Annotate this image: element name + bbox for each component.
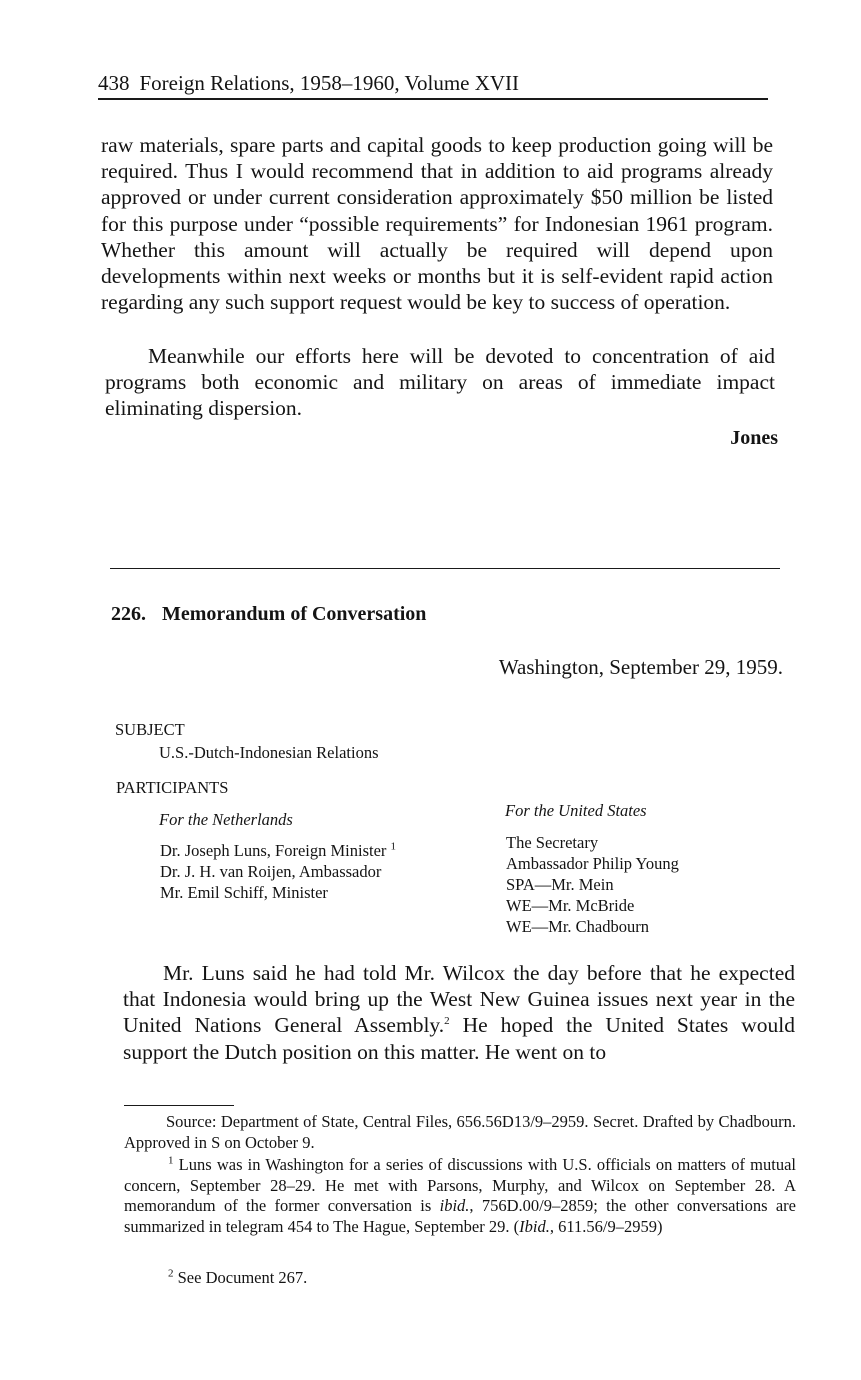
participant-schiff: Mr. Emil Schiff, Minister: [160, 883, 328, 902]
footnote-divider: [124, 1105, 234, 1106]
signature: Jones: [730, 427, 778, 449]
document-number: 226.: [111, 603, 146, 625]
subject-text: U.S.-Dutch-Indonesian Relations: [159, 743, 379, 762]
netherlands-label: For the Netherlands: [159, 810, 293, 829]
footnote-ref-2[interactable]: 2: [444, 1015, 450, 1028]
dateline: Washington, September 29, 1959.: [498, 655, 783, 679]
section-divider: [110, 568, 780, 569]
participant-chadbourn: WE—Mr. Chadbourn: [506, 917, 649, 936]
participant-luns: Dr. Joseph Luns, Foreign Minister $^1$: [160, 840, 397, 860]
continuation-paragraph-1: raw materials, spare parts and capital goods to keep production going will be required. Thus I would recommend that in addition to aid programs already approved or under current consideration approximately $50 million be listed for this purpose under “possible requirements” for Indonesian 1961 program. Whether this amount will actually be required will depend upon developments within next weeks or months but it is self-evident rapid action regarding any such support request would be key to success of operation.: [101, 133, 773, 315]
running-title: Foreign Relations, 1958–1960, Volume XVII: [139, 71, 520, 95]
participant-van-roijen: Dr. J. H. van Roijen, Ambassador: [160, 862, 382, 881]
footnote-1: $^1$ Luns was in Washington for a series of discussions with U.S. officials on matters of mutual concern, September 28–29. He met with Parsons, Murphy, and Wilcox on September 28. A memorandum of the former conversation is ibid., 756D.00/9–2859; the other conversations are summarized in telegram 454 to The Hague, September 29. (Ibid., 611.56/9–2959): [124, 1154, 796, 1236]
memo-body-paragraph: Mr. Luns said he had told Mr. Wilcox the day before that he expected that Indonesia would bring up the West New Guinea issues next year in the United Nations General Assembly.$^2$ He hoped the United States would support the Dutch position on this matter. He went on to: [123, 961, 795, 1064]
subject-label: SUBJECT: [115, 720, 185, 739]
document-title: Memorandum of Conversation: [162, 603, 427, 625]
footnote-2: $^2$ See Document 267.: [168, 1267, 308, 1287]
participant-mcbride: WE—Mr. McBride: [506, 896, 635, 915]
document-heading: [111, 603, 426, 626]
source-note: Source: Department of State, Central Files, 656.56D13/9–2959. Secret. Drafted by Chadbourn. Approved in S on October 9.: [124, 1112, 796, 1152]
participant-young: Ambassador Philip Young: [506, 854, 679, 873]
footnote-ref-1[interactable]: 1: [390, 840, 397, 853]
united-states-label: For the United States: [505, 801, 647, 820]
netherlands-participants: [160, 840, 396, 903]
participants-label: PARTICIPANTS: [116, 778, 229, 797]
running-header: [98, 70, 768, 100]
participant-mein: SPA—Mr. Mein: [506, 875, 614, 894]
continuation-paragraph-2: Meanwhile our efforts here will be devoted to concentration of aid programs both economic and military on areas of immediate impact eliminating dispersion.: [105, 344, 775, 421]
page-number: 438: [98, 71, 130, 95]
united-states-participants: [506, 832, 679, 937]
participant-secretary: The Secretary: [506, 833, 599, 852]
